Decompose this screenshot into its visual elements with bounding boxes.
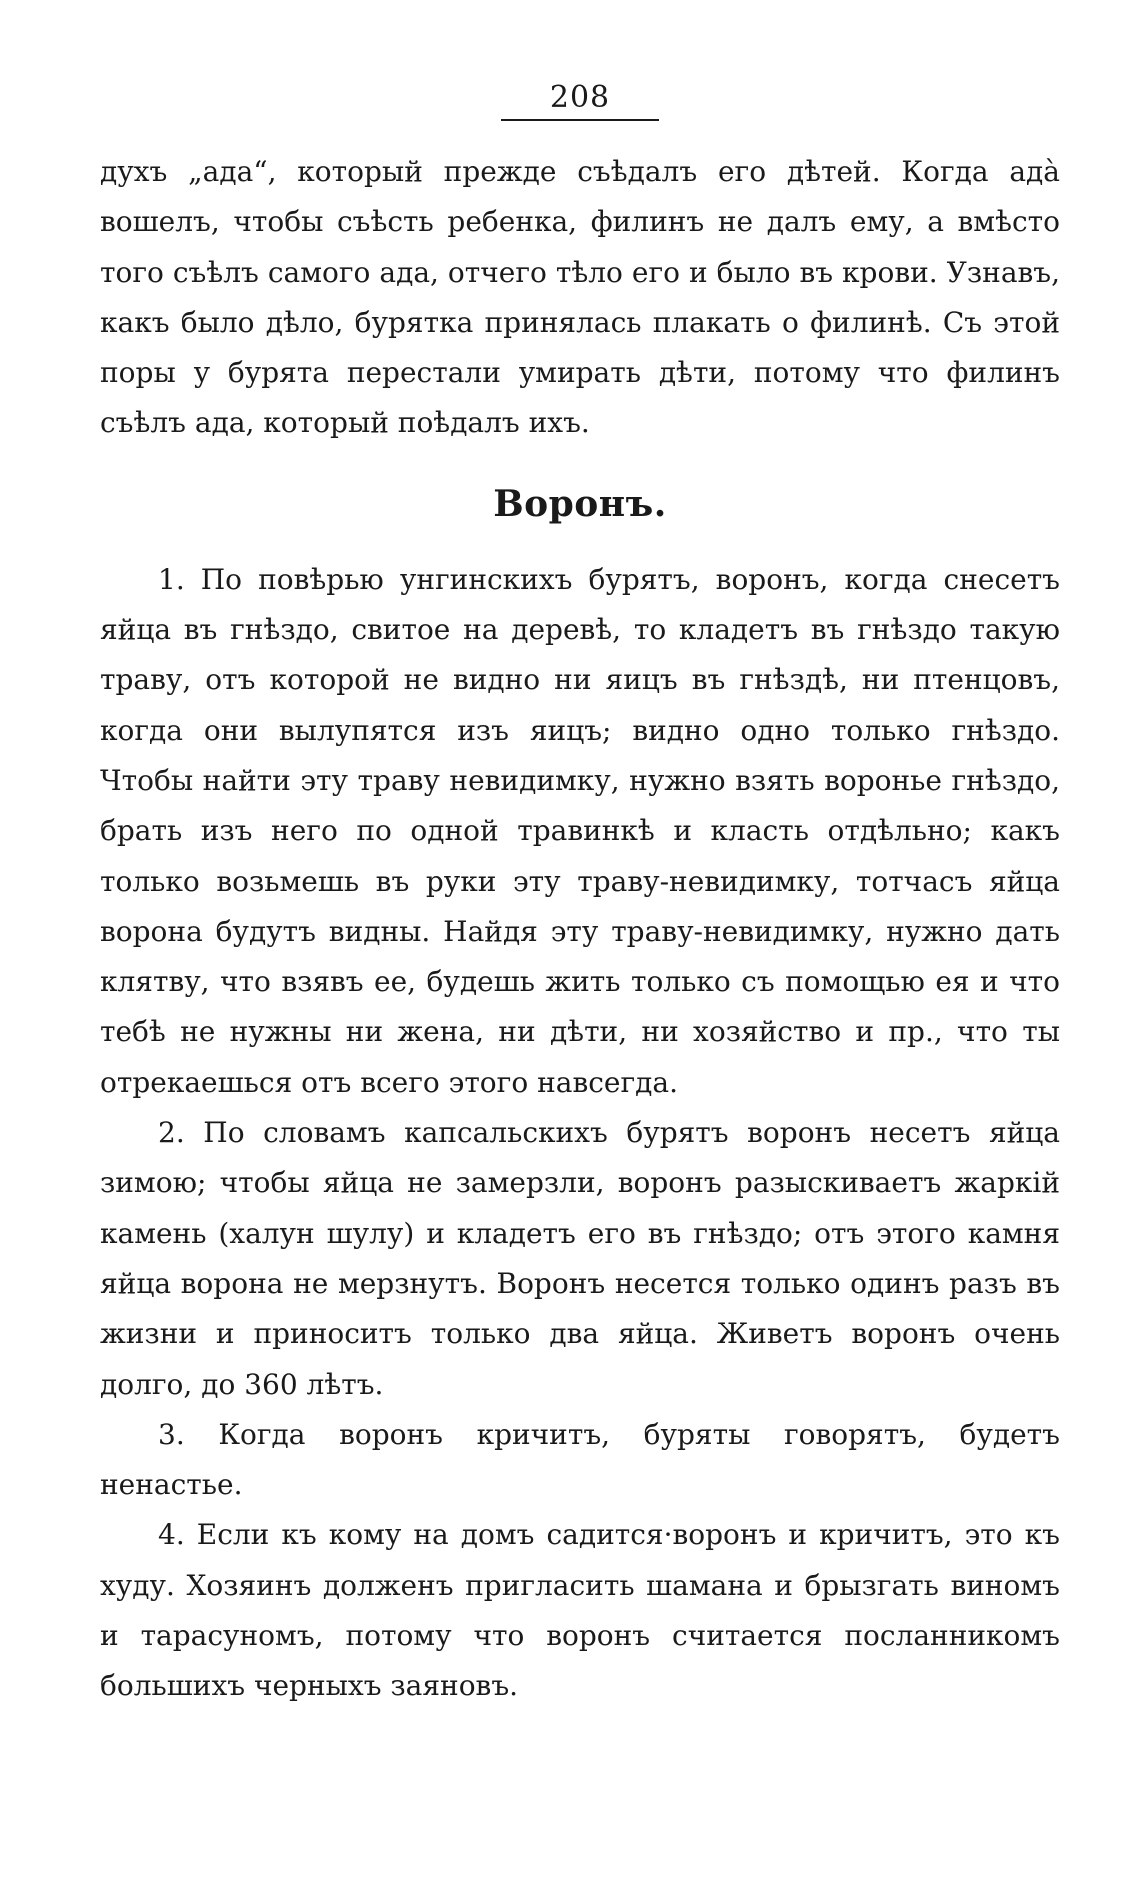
intro-paragraph: духъ „ада“, который прежде съѣдалъ его дѣтей. Когда ада̀ вошелъ, чтобы съѣсть ребенка, филинъ не далъ ему, а вмѣсто того съѣлъ самого ада, отчего тѣло его и было въ крови. Узнавъ, какъ было дѣло, бурятка принялась плакать о филинѣ. Съ этой поры у бурята перестали умирать дѣти, потому что филинъ съѣлъ ада, который поѣдалъ ихъ. (100, 155, 1060, 440)
page-number-rule (501, 119, 659, 121)
section-heading: Воронъ. (493, 482, 667, 525)
book-page (100, 80, 1060, 1712)
paragraph-1: 1. По повѣрью унгинскихъ бурятъ, воронъ, когда снесетъ яйца въ гнѣздо, свитое на деревѣ, то кладетъ въ гнѣздо такую траву, отъ которой не видно ни яицъ въ гнѣздѣ, ни птенцовъ, когда они вылупятся изъ яицъ; видно одно только гнѣздо. Чтобы найти эту траву невидимку, нужно взять воронье гнѣздо, брать изъ него по одной травинкѣ и класть отдѣльно; какъ только возьмешь въ руки эту траву-невидимку, тотчасъ яйца ворона будутъ видны. Найдя эту траву-невидимку, нужно дать клятву, что взявъ ее, будешь жить только съ помощью ея и что тебѣ не нужны ни жена, ни дѣти, ни хозяйство и пр., что ты отрекаешься отъ всего этого навсегда. (100, 562, 1060, 1099)
page-number: 208 (549, 80, 611, 115)
paragraph-4: 4. Если къ кому на домъ садится·воронъ и кричитъ, это къ худу. Хозяинъ долженъ пригласить шамана и брызгать виномъ и тарасуномъ, потому что воронъ считается посланникомъ большихъ черныхъ заяновъ. (100, 1518, 1060, 1703)
paragraph-2: 2. По словамъ капсальскихъ бурятъ воронъ несетъ яйца зимою; чтобы яйца не замерзли, воронъ разыскиваетъ жаркій камень (халун шулу) и кладетъ его въ гнѣздо; отъ этого камня яйца ворона не мерзнутъ. Воронъ несется только одинъ разъ въ жизни и приноситъ только два яйца. Живетъ воронъ очень долго, до 360 лѣтъ. (100, 1116, 1060, 1401)
paragraph-3: 3. Когда воронъ кричитъ, буряты говорятъ, будетъ ненастье. (100, 1417, 1060, 1502)
